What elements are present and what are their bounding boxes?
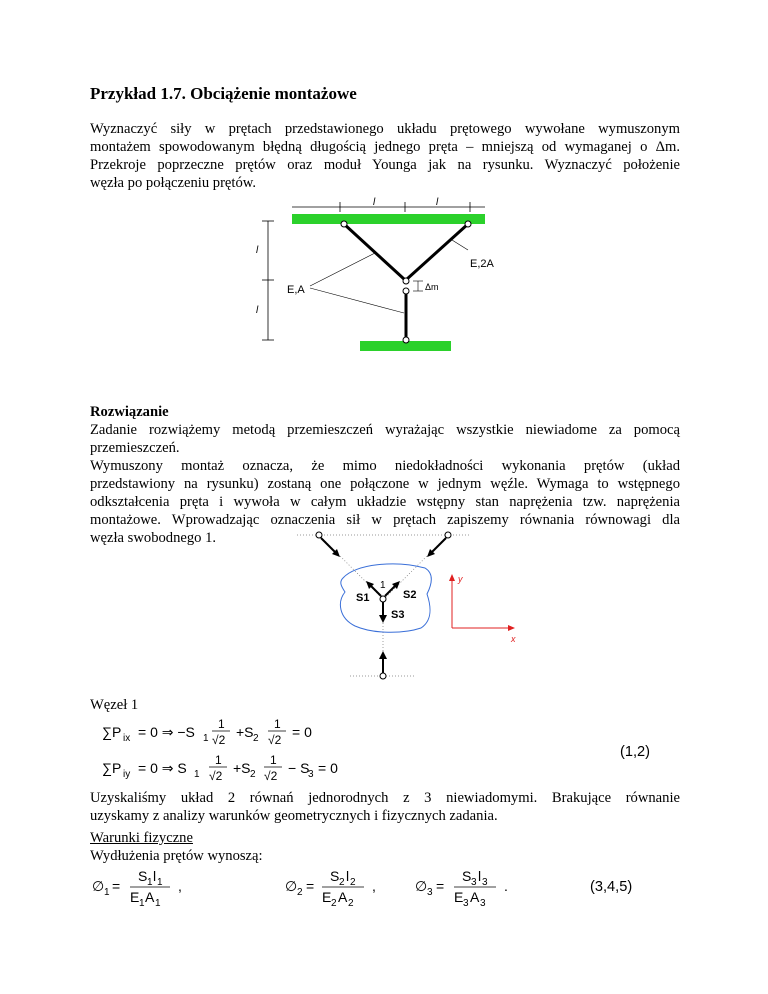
svg-text:√2: √2	[268, 733, 282, 747]
svg-text:= 0: = 0	[292, 724, 312, 740]
truss-figure	[240, 195, 540, 365]
svg-text:3: 3	[463, 898, 469, 909]
svg-text:l: l	[153, 868, 157, 884]
svg-text:1: 1	[155, 898, 161, 909]
svg-text:=: =	[112, 878, 121, 894]
after-eq-line: uzyskamy z analizy warunków geometrycznych i fizycznych zadania.	[90, 808, 498, 824]
svg-text:= 0 ⇒ −S: = 0 ⇒ −S	[138, 724, 195, 740]
svg-text:∅: ∅	[285, 878, 298, 894]
svg-text:2: 2	[297, 887, 303, 898]
svg-text:A: A	[470, 889, 480, 905]
intro-line: Przekroje poprzeczne prętów oraz moduł Younga jak na rysunku. Wyznaczyć położenie	[90, 157, 680, 173]
label-s1: S1	[356, 592, 370, 604]
svg-text:3: 3	[482, 877, 488, 888]
svg-text:S: S	[330, 868, 340, 884]
eq-number-3-4-5: (3,4,5)	[590, 879, 633, 895]
svg-text:=: =	[436, 878, 445, 894]
label-s3: S3	[391, 609, 405, 621]
dim-l-left-upper: l	[256, 245, 259, 256]
svg-text:iy: iy	[123, 769, 131, 780]
svg-text:,: ,	[372, 878, 376, 894]
eq-number-1-2: (1,2)	[620, 744, 651, 760]
svg-text:3: 3	[471, 877, 477, 888]
svg-text:∅: ∅	[415, 878, 428, 894]
axis-y-label: y	[458, 574, 463, 584]
solution-paragraph-1	[90, 421, 680, 457]
page-title: Przykład 1.7. Obciążenie montażowe	[90, 84, 357, 103]
svg-text:− S: − S	[288, 760, 310, 776]
bar-1	[344, 224, 404, 279]
svg-text:+S: +S	[233, 760, 251, 776]
svg-text:2: 2	[250, 769, 256, 780]
solution-line: montażowe. Wprowadzając oznaczenia sił w prętach zapiszemy równania równowagi dla	[90, 512, 680, 528]
intro-line: węzła po połączeniu prętów.	[90, 175, 256, 191]
svg-text:1: 1	[215, 753, 222, 767]
svg-text:√2: √2	[264, 769, 278, 783]
top-support	[292, 214, 485, 224]
node-heading: Węzeł 1	[90, 697, 139, 713]
svg-text:1: 1	[194, 769, 200, 780]
axis-x-label: x	[511, 634, 516, 644]
svg-text:1: 1	[274, 717, 281, 731]
solution-line: Wymuszony montaż oznacza, że mimo niedokładności wykonania prętów (układ	[90, 458, 680, 474]
solution-line: przedstawiony na rysunku) zostaną one połączone w jednym węźle. Wymaga to wstępnego	[90, 476, 680, 492]
svg-text:.: .	[504, 878, 508, 894]
elongation-formulas	[90, 862, 690, 912]
svg-text:l: l	[346, 868, 350, 884]
svg-text:S: S	[138, 868, 148, 884]
equilibrium-equations	[90, 714, 690, 784]
svg-text:2: 2	[339, 877, 345, 888]
elongation-text: Wydłużenia prętów wynoszą:	[90, 848, 263, 864]
svg-text:ix: ix	[123, 733, 131, 744]
svg-text:A: A	[338, 889, 348, 905]
solution-line: Zadanie rozwiążemy metodą przemieszczeń wyrażając wszystkie niewiadome za pomocą	[90, 422, 680, 438]
dim-l-left-lower: l	[256, 305, 259, 316]
svg-text:1: 1	[270, 753, 277, 767]
label-ea: E,A	[287, 284, 305, 296]
svg-text:,: ,	[178, 878, 182, 894]
bar-2	[407, 224, 468, 279]
solution-line: węzła swobodnego 1.	[90, 530, 217, 546]
svg-text:S: S	[462, 868, 472, 884]
label-delta: Δm	[425, 282, 439, 292]
svg-text:1: 1	[139, 898, 145, 909]
svg-text:A: A	[145, 889, 155, 905]
intro-paragraph	[90, 120, 680, 192]
svg-text:2: 2	[348, 898, 354, 909]
svg-text:E: E	[454, 889, 464, 905]
svg-text:1: 1	[203, 733, 209, 744]
dim-l-top-left: l	[373, 197, 376, 208]
eq2-sum: ∑P	[102, 760, 122, 776]
label-e2a: E,2A	[470, 258, 494, 270]
svg-text:2: 2	[331, 898, 337, 909]
svg-text:3: 3	[427, 887, 433, 898]
solution-heading: Rozwiązanie	[90, 404, 169, 420]
svg-text:+S: +S	[236, 724, 254, 740]
svg-text:l: l	[478, 868, 482, 884]
node-label: 1	[380, 580, 386, 591]
svg-text:1: 1	[104, 887, 110, 898]
svg-text:3: 3	[308, 769, 314, 780]
svg-text:= 0 ⇒ S: = 0 ⇒ S	[138, 760, 187, 776]
svg-text:2: 2	[253, 733, 259, 744]
svg-text:E: E	[322, 889, 332, 905]
svg-text:1: 1	[147, 877, 153, 888]
solution-line: przemieszczeń.	[90, 440, 180, 456]
eq1-sum: ∑P	[102, 724, 122, 740]
label-s2: S2	[403, 589, 417, 601]
after-eq-line: Uzyskaliśmy układ 2 równań jednorodnych z 3 niewiadomymi. Brakujące równanie	[90, 790, 680, 806]
svg-text:3: 3	[480, 898, 486, 909]
dim-l-top-right: l	[436, 197, 439, 208]
svg-text:1: 1	[218, 717, 225, 731]
svg-text:= 0: = 0	[318, 760, 338, 776]
svg-text:2: 2	[350, 877, 356, 888]
svg-text:√2: √2	[209, 769, 223, 783]
after-equations-paragraph	[90, 789, 680, 825]
free-body-figure	[285, 530, 535, 680]
svg-text:=: =	[306, 878, 315, 894]
svg-text:E: E	[130, 889, 140, 905]
physical-heading: Warunki fizyczne	[90, 830, 193, 846]
solution-line: odkształcenia pręta i wywoła w całym układzie wstępny stan naprężenia tzw. naprężenia	[90, 494, 680, 510]
svg-text:√2: √2	[212, 733, 226, 747]
intro-line: montażem spowodowanym błędną długością jednego pręta – mniejszą od wymaganej o Δm.	[90, 139, 680, 155]
svg-text:1: 1	[157, 877, 163, 888]
intro-line: Wyznaczyć siły w prętach przedstawionego układu prętowego wywołane wymuszonym	[90, 121, 680, 137]
svg-text:∅: ∅	[92, 878, 105, 894]
